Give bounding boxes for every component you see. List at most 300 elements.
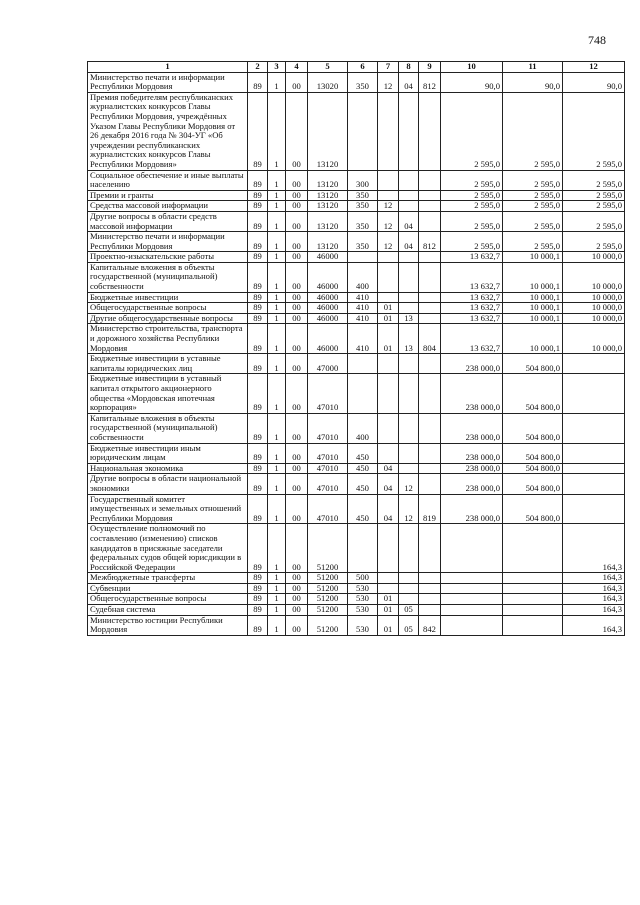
table-cell [441,583,503,594]
table-cell [419,170,441,190]
table-cell: 89 [248,170,268,190]
budget-table [87,61,625,636]
table-cell [419,262,441,292]
column-header: 4 [286,62,308,73]
table-cell: 89 [248,303,268,314]
table-cell: 1 [268,605,286,616]
table-cell [419,252,441,263]
table-cell [378,443,399,463]
table-cell: 51200 [308,594,348,605]
row-label: Другие вопросы в области национальной экономики [88,474,248,494]
table-cell: 89 [248,232,268,252]
table-cell: 410 [348,292,378,303]
table-cell [378,354,399,374]
table-cell: 90,0 [441,72,503,92]
table-cell: 1 [268,494,286,524]
table-cell [441,615,503,635]
table-cell: 164,3 [563,605,625,616]
table-cell: 01 [378,303,399,314]
table-cell: 2 595,0 [563,201,625,212]
table-cell: 400 [348,413,378,443]
page-number: 748 [588,33,606,47]
table-cell [399,354,419,374]
table-cell: 300 [348,170,378,190]
table-cell [378,262,399,292]
table-cell: 350 [348,190,378,201]
table-cell: 500 [348,573,378,584]
table-cell: 51200 [308,583,348,594]
table-cell [378,170,399,190]
table-row [88,524,625,573]
table-cell: 238 000,0 [441,463,503,474]
table-row [88,303,625,314]
table-row [88,262,625,292]
table-cell [419,463,441,474]
table-cell: 1 [268,190,286,201]
table-cell: 530 [348,605,378,616]
table-cell [348,524,378,573]
table-cell: 00 [286,292,308,303]
table-cell: 410 [348,313,378,324]
table-cell: 01 [378,615,399,635]
table-cell: 89 [248,252,268,263]
column-header: 8 [399,62,419,73]
table-cell: 51200 [308,573,348,584]
table-cell: 819 [419,494,441,524]
table-cell [399,413,419,443]
table-cell: 12 [378,211,399,231]
table-cell [563,494,625,524]
table-cell: 10 000,0 [563,313,625,324]
table-cell: 89 [248,292,268,303]
table-cell [399,252,419,263]
table-cell: 89 [248,262,268,292]
table-cell: 1 [268,72,286,92]
table-cell: 89 [248,583,268,594]
table-cell [503,605,563,616]
table-cell: 2 595,0 [503,211,563,231]
table-cell: 10 000,0 [563,252,625,263]
table-cell: 00 [286,374,308,413]
table-cell: 01 [378,594,399,605]
table-cell: 1 [268,413,286,443]
table-cell [441,573,503,584]
row-label: Министерство юстиции Республики Мордовия [88,615,248,635]
table-cell: 842 [419,615,441,635]
table-cell: 89 [248,211,268,231]
table-cell [563,463,625,474]
table-cell: 00 [286,252,308,263]
table-cell: 238 000,0 [441,374,503,413]
table-cell: 89 [248,615,268,635]
table-cell: 00 [286,72,308,92]
table-cell [348,374,378,413]
table-cell: 51200 [308,524,348,573]
table-cell [378,573,399,584]
table-cell: 238 000,0 [441,354,503,374]
table-row [88,292,625,303]
column-header: 6 [348,62,378,73]
row-label: Министерство печати и информации Республики Мордовия [88,232,248,252]
table-cell: 10 000,0 [563,292,625,303]
table-cell: 2 595,0 [503,190,563,201]
table-cell: 1 [268,354,286,374]
table-row [88,201,625,212]
table-cell: 00 [286,524,308,573]
table-cell [399,262,419,292]
table-cell: 504 800,0 [503,463,563,474]
table-cell: 00 [286,354,308,374]
table-cell: 450 [348,463,378,474]
table-cell: 164,3 [563,524,625,573]
table-cell: 05 [399,615,419,635]
table-cell: 410 [348,324,378,354]
table-cell: 1 [268,573,286,584]
table-cell: 2 595,0 [563,211,625,231]
table-cell: 89 [248,201,268,212]
table-cell [419,605,441,616]
table-cell: 13 632,7 [441,292,503,303]
table-cell: 804 [419,324,441,354]
row-label: Капитальные вложения в объекты государственной (муниципальной) собственности [88,262,248,292]
table-cell: 46000 [308,252,348,263]
column-header: 1 [88,62,248,73]
table-row [88,252,625,263]
table-cell: 530 [348,583,378,594]
table-cell: 47010 [308,474,348,494]
table-cell: 00 [286,211,308,231]
table-cell: 350 [348,211,378,231]
table-cell [441,605,503,616]
row-label: Национальная экономика [88,463,248,474]
table-cell: 2 595,0 [503,170,563,190]
table-cell: 1 [268,443,286,463]
table-cell: 89 [248,573,268,584]
table-cell: 10 000,1 [503,252,563,263]
table-cell: 450 [348,494,378,524]
table-cell: 90,0 [563,72,625,92]
table-cell [378,252,399,263]
table-cell: 47010 [308,374,348,413]
row-label: Проектно-изыскательские работы [88,252,248,263]
table-cell [441,524,503,573]
table-cell [419,292,441,303]
column-header: 2 [248,62,268,73]
table-row [88,594,625,605]
table-cell [399,594,419,605]
table-cell: 1 [268,313,286,324]
table-cell: 1 [268,232,286,252]
table-row [88,413,625,443]
table-cell [399,463,419,474]
table-cell: 04 [399,211,419,231]
table-cell: 89 [248,443,268,463]
table-cell: 05 [399,605,419,616]
table-cell: 812 [419,72,441,92]
table-cell [563,474,625,494]
table-cell: 00 [286,605,308,616]
table-cell: 13 [399,313,419,324]
table-cell: 51200 [308,605,348,616]
table-cell: 04 [399,72,419,92]
table-cell: 164,3 [563,583,625,594]
table-cell: 2 595,0 [563,92,625,170]
table-cell: 13120 [308,190,348,201]
row-label: Бюджетные инвестиции [88,292,248,303]
table-cell [419,201,441,212]
table-cell: 12 [399,494,419,524]
table-cell: 00 [286,313,308,324]
table-cell [503,573,563,584]
table-cell: 13120 [308,232,348,252]
table-cell: 10 000,1 [503,324,563,354]
table-cell: 2 595,0 [563,190,625,201]
table-cell: 238 000,0 [441,494,503,524]
table-cell [419,443,441,463]
table-cell [419,573,441,584]
table-cell: 00 [286,324,308,354]
table-cell: 13020 [308,72,348,92]
table-cell [419,594,441,605]
column-header: 12 [563,62,625,73]
table-cell: 89 [248,92,268,170]
table-cell: 01 [378,324,399,354]
table-row [88,463,625,474]
table-cell [399,92,419,170]
table-cell: 89 [248,494,268,524]
table-cell: 12 [378,201,399,212]
table-cell: 1 [268,92,286,170]
table-row [88,443,625,463]
table-cell: 04 [378,474,399,494]
table-cell [563,354,625,374]
header-row [88,62,625,73]
table-cell: 90,0 [503,72,563,92]
table-cell: 00 [286,443,308,463]
table-cell [378,292,399,303]
table-cell [419,190,441,201]
table-cell [399,573,419,584]
table-cell: 46000 [308,313,348,324]
table-cell: 1 [268,463,286,474]
table-cell: 504 800,0 [503,494,563,524]
table-cell [419,313,441,324]
table-cell [563,374,625,413]
table-cell [399,524,419,573]
table-cell: 89 [248,524,268,573]
table-row [88,72,625,92]
table-cell: 1 [268,303,286,314]
table-cell: 01 [378,605,399,616]
row-label: Средства массовой информации [88,201,248,212]
table-row [88,573,625,584]
table-cell: 2 595,0 [441,201,503,212]
column-header: 10 [441,62,503,73]
row-label: Бюджетные инвестиции иным юридическим лицам [88,443,248,463]
table-row [88,232,625,252]
row-label: Государственный комитет имущественных и земельных отношений Республики Мордовия [88,494,248,524]
table-cell: 89 [248,374,268,413]
table-cell [503,583,563,594]
table-cell: 89 [248,474,268,494]
table-cell [399,190,419,201]
table-cell: 504 800,0 [503,354,563,374]
table-cell: 47000 [308,354,348,374]
table-cell: 2 595,0 [441,232,503,252]
table-cell: 89 [248,324,268,354]
table-cell: 89 [248,605,268,616]
table-cell: 2 595,0 [563,232,625,252]
table-cell: 51200 [308,615,348,635]
table-cell [503,524,563,573]
table-cell: 00 [286,201,308,212]
table-cell: 504 800,0 [503,413,563,443]
table-cell: 2 595,0 [503,232,563,252]
table-row [88,374,625,413]
table-cell: 1 [268,324,286,354]
table-cell: 47010 [308,494,348,524]
row-label: Осуществление полномочий по составлению (изменению) списков кандидатов в присяжные заседатели федеральных судов общей юрисдикции в Российской Федерации [88,524,248,573]
table-cell [419,474,441,494]
table-cell: 46000 [308,303,348,314]
table-cell: 410 [348,303,378,314]
table-cell: 13 632,7 [441,324,503,354]
table-row [88,494,625,524]
table-cell: 1 [268,374,286,413]
table-cell: 504 800,0 [503,474,563,494]
table-cell: 13 632,7 [441,252,503,263]
table-cell [378,190,399,201]
table-cell: 89 [248,463,268,474]
table-cell [563,413,625,443]
table-cell: 2 595,0 [441,170,503,190]
row-label: Другие вопросы в области средств массовой информации [88,211,248,231]
table-row [88,605,625,616]
table-cell: 164,3 [563,615,625,635]
table-cell: 10 000,1 [503,292,563,303]
table-cell: 00 [286,494,308,524]
table-row [88,583,625,594]
table-cell [378,92,399,170]
table-cell: 812 [419,232,441,252]
table-cell: 164,3 [563,573,625,584]
table-cell: 1 [268,524,286,573]
table-cell: 00 [286,474,308,494]
table-cell: 13 632,7 [441,262,503,292]
table-cell [419,374,441,413]
row-label: Субвенции [88,583,248,594]
table-cell: 89 [248,354,268,374]
row-label: Министерство печати и информации Республики Мордовия [88,72,248,92]
table-cell: 1 [268,170,286,190]
row-label: Другие общегосударственные вопросы [88,313,248,324]
row-label: Общегосударственные вопросы [88,303,248,314]
table-cell: 04 [399,232,419,252]
column-header: 5 [308,62,348,73]
table-cell: 1 [268,262,286,292]
table-row [88,354,625,374]
table-cell: 10 000,1 [503,303,563,314]
table-cell: 530 [348,615,378,635]
table-cell: 10 000,0 [563,303,625,314]
table-row [88,324,625,354]
table-cell: 00 [286,594,308,605]
table-cell: 12 [399,474,419,494]
table-cell: 10 000,1 [503,313,563,324]
table-cell [348,92,378,170]
table-cell: 10 000,1 [503,262,563,292]
table-cell: 13120 [308,211,348,231]
table-cell: 00 [286,583,308,594]
table-cell [399,292,419,303]
table-cell: 46000 [308,262,348,292]
table-cell: 350 [348,72,378,92]
table-row [88,92,625,170]
table-cell [441,594,503,605]
table-cell: 89 [248,72,268,92]
table-cell: 350 [348,201,378,212]
table-cell [419,303,441,314]
table-cell: 89 [248,413,268,443]
table-cell: 00 [286,615,308,635]
table-cell: 400 [348,262,378,292]
table-cell: 13120 [308,201,348,212]
table-cell: 04 [378,463,399,474]
table-cell: 13120 [308,92,348,170]
table-cell: 10 000,0 [563,324,625,354]
table-cell: 1 [268,583,286,594]
table-cell: 450 [348,474,378,494]
table-cell [419,211,441,231]
table-cell: 00 [286,170,308,190]
table-cell: 47010 [308,413,348,443]
row-label: Премии и гранты [88,190,248,201]
row-label: Министерство строительства, транспорта и дорожного хозяйства Республики Мордовия [88,324,248,354]
table-cell: 1 [268,201,286,212]
table-cell: 00 [286,262,308,292]
table-cell: 47010 [308,463,348,474]
table-cell [399,201,419,212]
row-label: Бюджетные инвестиции в уставный капитал открытого акционерного общества «Мордовская ипотечная корпорация» [88,374,248,413]
table-cell: 164,3 [563,594,625,605]
table-cell: 13 [399,324,419,354]
table-row [88,211,625,231]
table-cell: 00 [286,303,308,314]
table-cell: 47010 [308,443,348,463]
table-cell [399,374,419,413]
row-label: Судебная система [88,605,248,616]
table-cell: 00 [286,573,308,584]
table-cell: 12 [378,232,399,252]
table-cell: 1 [268,292,286,303]
table-cell [348,354,378,374]
table-cell: 1 [268,594,286,605]
table-cell [378,413,399,443]
row-label: Премия победителям республиканских журналистских конкурсов Главы Республики Мордовия, учреждённых Указом Главы Республики Мордовия от 26 декабря 2016 года № 304-УГ «Об учреждении республиканских журналистских конкурсов Главы Республики Мордовия» [88,92,248,170]
table-cell: 2 595,0 [503,92,563,170]
table-cell: 238 000,0 [441,474,503,494]
table-row [88,170,625,190]
column-header: 11 [503,62,563,73]
table-cell: 89 [248,190,268,201]
row-label: Межбюджетные трансферты [88,573,248,584]
table-cell: 12 [378,72,399,92]
table-cell: 2 595,0 [441,211,503,231]
table-cell [399,443,419,463]
table-cell: 01 [378,313,399,324]
table-cell [419,524,441,573]
table-cell [399,583,419,594]
